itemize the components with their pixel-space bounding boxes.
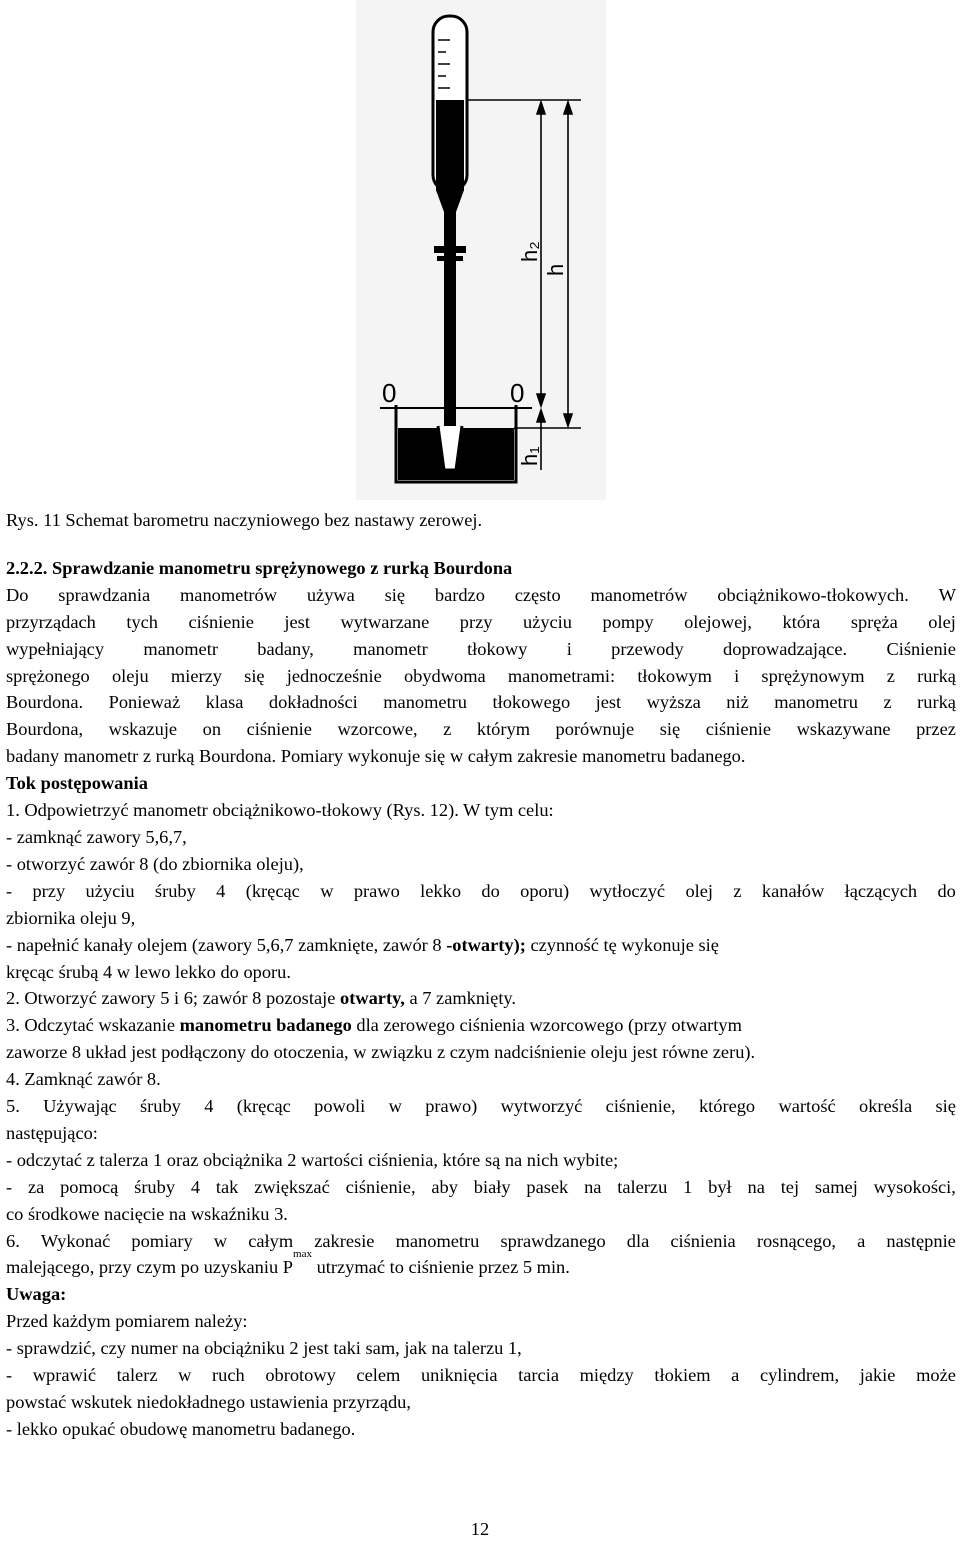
step-5: 5. Używając śruby 4 (kręcąc powoli w prawo) wytworzyć ciśnienie, którego wartość określa się <box>6 1096 956 1117</box>
note-item-cont: powstać wskutek niedokładnego ustawienia przyrządu, <box>6 1392 411 1412</box>
step-3-bold: manometru badanego <box>179 1015 352 1036</box>
step-1d-rest: czynność tę wykonuje się <box>525 934 719 955</box>
step-2-bold: otwarty, <box>340 988 405 1009</box>
step-2-text: 2. Otworzyć zawory 5 i 6; zawór 8 pozostaje <box>6 988 340 1009</box>
page-number: 12 <box>470 1519 490 1539</box>
step-5b-cont: co środkowe nacięcie na wskaźniku 3. <box>6 1203 288 1224</box>
figure-caption: Rys. 11 Schemat barometru naczyniowego bez nastawy zerowej. <box>6 510 483 530</box>
barometer-diagram <box>356 0 606 500</box>
step-6: 6. Wykonać pomiary w całym zakresie manometru sprawdzanego dla ciśnienia rosnącego, a następnie <box>6 1230 956 1251</box>
body-line: badany manometr z rurką Bourdona. Pomiary wykonuje się w całym zakresie manometru badanego. <box>6 746 746 767</box>
step-3-rest: dla zerowego ciśnienia wzorcowego (przy otwartym <box>351 1015 742 1036</box>
note-item: - lekko opukać obudowę manometru badanego. <box>6 1418 356 1439</box>
tube-collar <box>434 246 466 253</box>
step-1c: - przy użyciu śruby 4 (kręcąc w prawo lekko do oporu) wytłoczyć olej z kanałów łączących do <box>6 880 956 901</box>
step-1d-bold: -otwarty); <box>446 934 526 955</box>
body-line: Bourdona. Ponieważ klasa dokładności manometru tłokowego jest wyższa niż manometru z rurką <box>6 692 956 713</box>
body-line: Do sprawdzania manometrów używa się bardzo często manometrów obciążnikowo-tłokowych. W <box>6 584 956 605</box>
step-3-cont: zaworze 8 układ jest podłączony do otoczenia, w związku z czym nadciśnienie oleju jest równe zeru). <box>6 1042 756 1063</box>
h2-label: h₂ <box>517 241 542 262</box>
mercury-column-upper <box>436 100 464 191</box>
step-1d <box>6 932 956 959</box>
barometer-figure <box>356 0 606 500</box>
pmax-subscript: max <box>293 1248 312 1261</box>
note-heading: Uwaga: <box>6 1284 67 1305</box>
section-heading: 2.2.2. Sprawdzanie manometru sprężynowego z rurką Bourdona <box>6 557 513 578</box>
step-2-rest: a 7 zamknięty. <box>404 988 517 1009</box>
h1-label: h₁ <box>517 446 542 466</box>
body-line: Bourdona, wskazuje on ciśnienie wzorcowe, z którym porównuje się ciśnienie wskazywane przez <box>6 719 956 740</box>
step-5b: - za pomocą śruby 4 tak zwiększać ciśnienie, aby biały pasek na talerzu 1 był na tej samej wysokości, <box>6 1176 956 1197</box>
step-1a: - zamknąć zawory 5,6,7, <box>6 826 187 847</box>
step-3 <box>6 1012 956 1039</box>
step-1: 1. Odpowietrzyć manometr obciążnikowo-tłokowy (Rys. 12). W tym celu: <box>6 800 554 821</box>
note-line: Przed każdym pomiarem należy: <box>6 1311 248 1332</box>
step-3-text: 3. Odczytać wskazanie <box>6 1015 180 1036</box>
step-1d-text: - napełnić kanały olejem (zawory 5,6,7 zamknięte, zawór 8 <box>6 934 447 955</box>
tube-collar-lower <box>437 256 463 261</box>
zero-label-right: 0 <box>510 378 525 408</box>
tube-tip <box>438 426 462 470</box>
body-line: wypełniający manometr badany, manometr tłokowy i przewody doprowadzające. Ciśnienie <box>6 638 956 659</box>
note-item: - sprawdzić, czy numer na obciążniku 2 jest taki sam, jak na talerzu 1, <box>6 1338 522 1359</box>
procedure-heading: Tok postępowania <box>6 773 148 794</box>
step-1c-cont: zbiornika oleju 9, <box>6 907 136 928</box>
step-6-text: malejącego, przy czym po uzyskaniu P <box>6 1257 294 1278</box>
step-5a: - odczytać z talerza 1 oraz obciążnika 2 wartości ciśnienia, które są na nich wybite; <box>6 1149 619 1170</box>
text-body <box>6 507 956 1443</box>
zero-label-left: 0 <box>382 378 397 408</box>
step-4: 4. Zamknąć zawór 8. <box>6 1069 161 1090</box>
h-label: h <box>543 263 568 276</box>
step-5-cont: następująco: <box>6 1122 98 1143</box>
step-2 <box>6 985 956 1012</box>
note-item: - wprawić talerz w ruch obrotowy celem uniknięcia tarcia między tłokiem a cylindrem, jakie może <box>6 1365 956 1386</box>
step-6-rest: utrzymać to ciśnienie przez 5 min. <box>311 1257 570 1278</box>
body-line: przyrządach tych ciśnienie jest wytwarzane przy użyciu pompy olejowej, która spręża olej <box>6 611 956 632</box>
step-1d-cont: kręcąc śrubą 4 w lewo lekko do oporu. <box>6 961 291 982</box>
step-1b: - otworzyć zawór 8 (do zbiornika oleju), <box>6 853 304 874</box>
step-6-cont <box>6 1248 956 1281</box>
body-line: sprężonego oleju mierzy się jednocześnie obydwoma manometrami: tłokowym i sprężynowym z rurką <box>6 665 956 686</box>
